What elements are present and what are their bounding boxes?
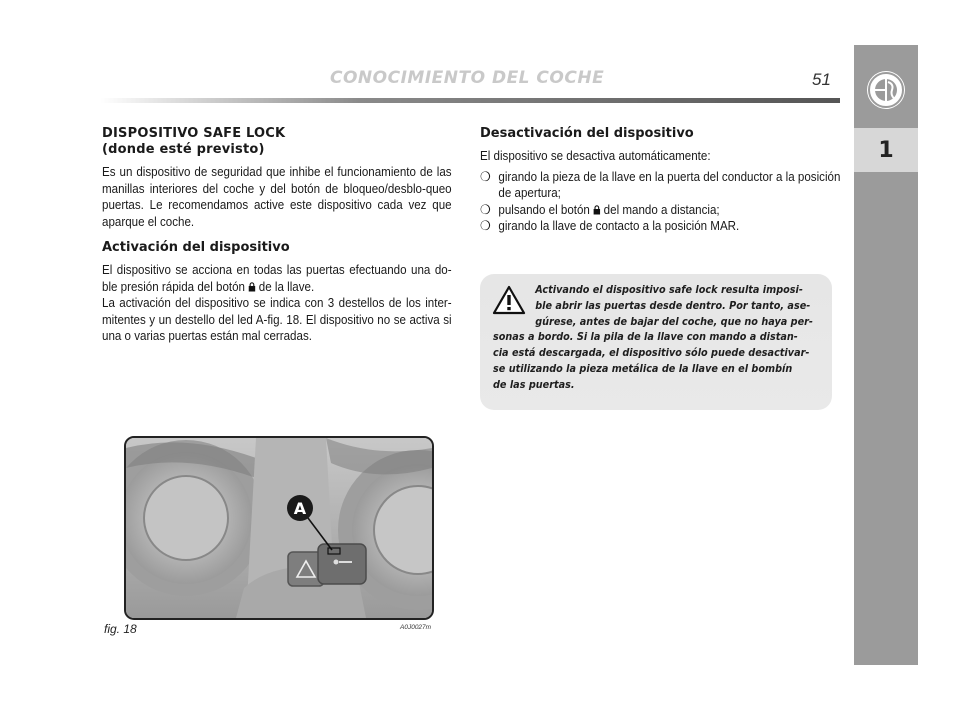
section-subtitle: (donde esté previsto) (102, 142, 265, 157)
warning-line: de las puertas. (493, 377, 575, 391)
warning-text (493, 282, 827, 393)
warning-line: sonas a bordo. Si la pila de la llave con mando a distan- (493, 330, 798, 344)
figure-caption: fig. 18 (104, 622, 137, 636)
activation-heading: Activación del dispositivo (102, 240, 290, 255)
header-rule (100, 98, 840, 103)
warning-line: Activando el dispositivo safe lock resulta imposi- (535, 283, 803, 296)
left-column (102, 126, 452, 345)
deactivation-heading: Desactivación del dispositivo (480, 126, 694, 141)
figure-code: A0J0027m (400, 624, 432, 631)
activation-paragraph-2: La activación del dispositivo se indica con 3 destellos de los inter-mitentes y un destello del led A-fig. 18. El dispositivo no se activa si una o varias puertas están mal cerradas. (102, 296, 452, 343)
lock-icon (248, 282, 255, 292)
deactivation-intro: El dispositivo se desactiva automáticamente: (480, 149, 711, 163)
list-item (480, 169, 848, 202)
bullet-mark: ❍ (480, 168, 491, 184)
warning-line: gúrese, antes de bajar del coche, que no haya per- (535, 314, 813, 328)
deactivation-list (480, 168, 841, 235)
chapter-tab (854, 128, 918, 172)
running-header-title: CONOCIMIENTO DEL COCHE (330, 68, 605, 88)
warning-line: cia está descargada, el dispositivo sólo puede desactivar- (493, 346, 810, 360)
list-item-text: pulsando el botón (498, 202, 590, 217)
page-number: 51 (812, 70, 831, 89)
warning-line: se utilizando la pieza metálica de la llave en el bombín (493, 361, 793, 375)
bullet-mark: ❍ (480, 201, 491, 217)
right-column (480, 126, 841, 235)
section-title: DISPOSITIVO SAFE LOCK (102, 126, 286, 141)
activation-paragraph-1 (102, 262, 452, 295)
lock-icon (593, 205, 600, 215)
brand-logo-icon (866, 70, 906, 110)
list-item-text: girando la llave de contacto a la posición MAR. (498, 219, 740, 233)
callout-a-label: A (293, 499, 307, 518)
warning-line: ble abrir las puertas desde dentro. Por tanto, ase- (535, 298, 811, 312)
activation-text-a: El dispositivo se acciona en todas las puertas efectuando una do-ble presión rápida del botón (102, 263, 452, 294)
bullet-mark: ❍ (480, 218, 491, 233)
list-item-text: girando la pieza de la llave en la puerta del conductor a la posición de apertura; (498, 169, 841, 200)
figure-18-image (124, 436, 434, 620)
chapter-number: 1 (878, 137, 894, 163)
list-item-text-end: del mando a distancia; (603, 202, 720, 217)
dashboard-illustration (126, 438, 432, 618)
list-item (480, 218, 848, 235)
list-item (480, 202, 848, 219)
intro-paragraph: Es un dispositivo de seguridad que inhibe el funcionamiento de las manillas interiores del coche y del botón de bloqueo/desblo-queo puertas. Le recomendamos active este dispositivo cada vez que aparque el coche. (102, 165, 452, 229)
activation-text-b: de la llave. (258, 279, 315, 294)
